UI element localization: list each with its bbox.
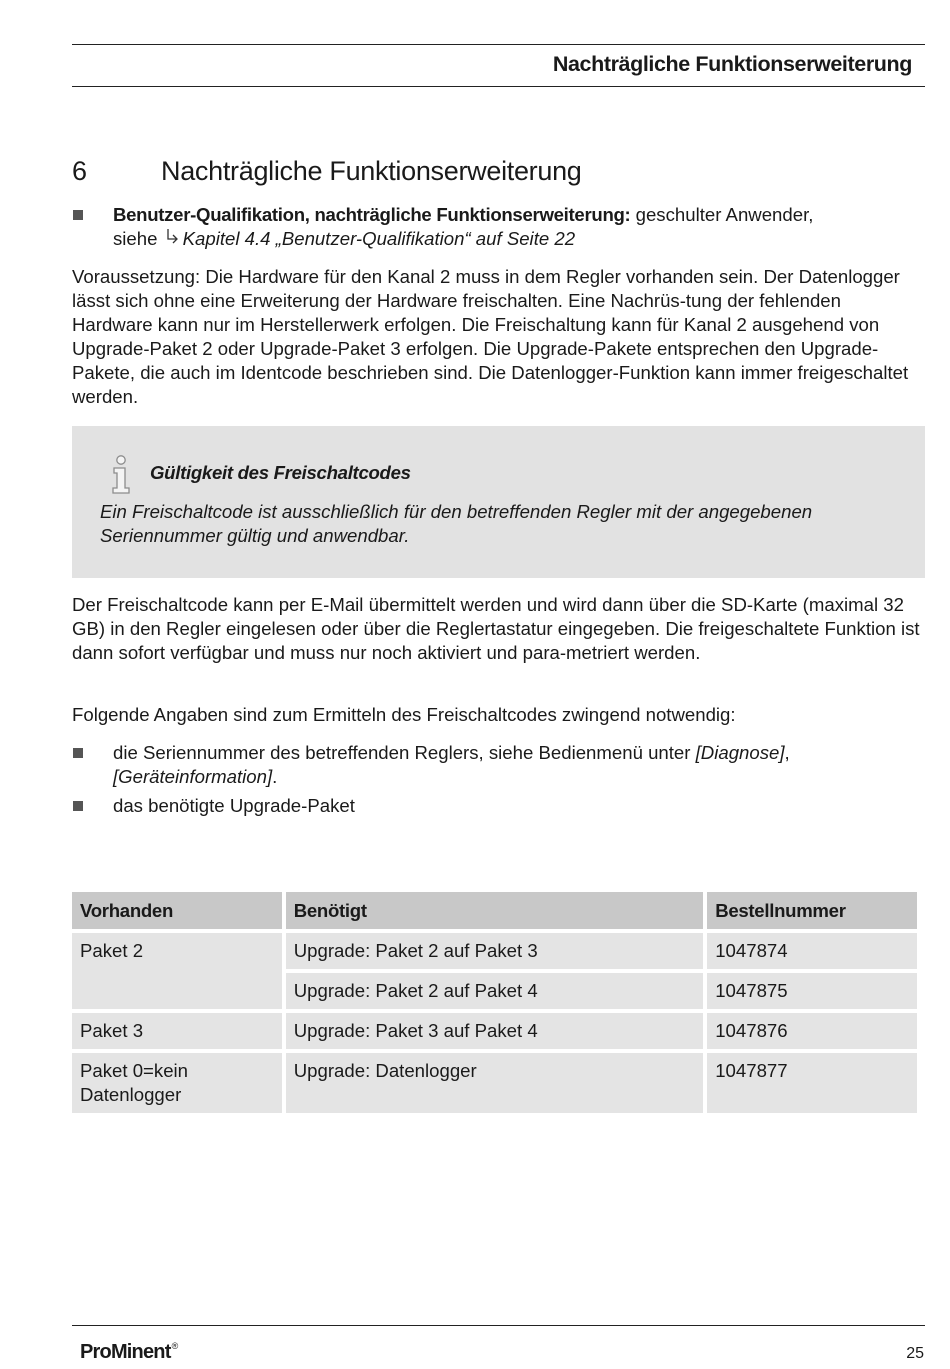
header-rule-top: [72, 44, 925, 45]
cell-bestellnummer: 1047877: [707, 1053, 917, 1113]
chapter-title: Nachträgliche Funktionserweiterung: [161, 156, 582, 186]
requirement-item-serial: [72, 741, 925, 789]
page-number: 25: [906, 1345, 924, 1362]
requirement-serial-text: die Seriennummer des betreffenden Reglers, siehe Bedienmenü unter: [113, 742, 696, 763]
bullet-square-icon: [73, 210, 83, 220]
unlock-code-paragraph: Der Freischaltcode kann per E-Mail übermittelt werden und wird dann über die SD-Karte (maximal 32 GB) in den Regler eingelesen oder über die Reglertastatur eingegeben. Die freigeschaltete Funktion ist dann sofort verfügbar und muss nur noch aktiviert und para-metriert werden.: [72, 594, 920, 663]
menu-path-end: .: [272, 766, 278, 787]
table-row: [72, 1053, 917, 1113]
footer-rule: [72, 1325, 925, 1326]
cell-benoetigt: Upgrade: Paket 3 auf Paket 4: [286, 1013, 703, 1049]
cell-bestellnummer: 1047874: [707, 933, 917, 969]
cell-benoetigt: Upgrade: Paket 2 auf Paket 4: [286, 973, 703, 1009]
intro-paragraph: Voraussetzung: Die Hardware für den Kanal 2 muss in dem Regler vorhanden sein. Der Datenlogger lässt sich ohne eine Erweiterung der Hardware freischalten. Eine Nachrüs-tung der fehlenden Hardware kann nur im Herstellerwerk erfolgen. Die Freischaltung kann für Kanal 2 ausgehend von Upgrade-Paket 2 oder Upgrade-Paket 3 erfolgen. Die Upgrade-Pakete entsprechen den Upgrade-Pakete, die auch im Identcode beschrieben sind. Die Datenlogger-Funktion kann immer freigeschaltet werden.: [72, 266, 909, 407]
cell-vorhanden: Paket 2: [72, 933, 282, 1009]
bullet-square-icon: [73, 748, 83, 758]
note-text: Ein Freischaltcode ist ausschließlich für den betreffenden Regler mit der angegebenen Seriennummer gültig und anwendbar.: [100, 501, 813, 546]
cell-benoetigt: Upgrade: Paket 2 auf Paket 3: [286, 933, 703, 969]
info-icon: [110, 455, 132, 495]
menu-path-device-info: [Geräteinformation]: [113, 766, 273, 787]
cell-bestellnummer: 1047875: [707, 973, 917, 1009]
cell-benoetigt: Upgrade: Datenlogger: [286, 1053, 703, 1113]
running-header-title: Nachträgliche Funktionserweiterung: [552, 52, 912, 76]
cell-vorhanden: Paket 0=kein Datenlogger: [72, 1053, 282, 1113]
requirement-package-text: das benötigte Upgrade-Paket: [113, 795, 355, 816]
menu-path-separator: ,: [784, 742, 790, 763]
cell-vorhanden: Paket 3: [72, 1013, 282, 1049]
info-note-box: [72, 426, 925, 578]
column-header-benoetigt: Benötigt: [286, 892, 703, 929]
qualification-content: [113, 203, 925, 251]
qualification-text: geschulter Anwender,: [630, 204, 814, 225]
requirement-serial-content: [113, 741, 925, 789]
chapter-number: 6: [72, 156, 87, 186]
see-text: siehe: [113, 228, 158, 249]
qualification-bullet: [72, 203, 925, 251]
note-title: Gültigkeit des Freischaltcodes: [150, 462, 411, 483]
menu-path-diagnose: [Diagnose]: [695, 742, 785, 763]
prominent-logo: [80, 1341, 177, 1364]
requirements-intro: Folgende Angaben sind zum Ermitteln des Freischaltcodes zwingend notwendig:: [72, 704, 736, 725]
header-rule-bottom: [72, 86, 925, 87]
column-header-bestellnummer: Bestellnummer: [707, 892, 917, 929]
logo-wordmark: ProMinent: [80, 1341, 171, 1363]
cell-bestellnummer: 1047876: [707, 1013, 917, 1049]
requirement-item-package: [72, 794, 925, 818]
registered-mark: ®: [171, 1341, 178, 1351]
table-row: [72, 1013, 917, 1049]
table-row: [72, 933, 917, 969]
bullet-square-icon: [73, 801, 83, 811]
cross-reference-arrow-icon: [165, 227, 179, 251]
chapter-reference-link[interactable]: Kapitel 4.4 „Benutzer-Qualifikation“ auf Seite 22: [182, 228, 576, 249]
qualification-label: Benutzer-Qualifikation, nachträgliche Funktionserweiterung:: [113, 204, 631, 225]
table-header-row: [72, 892, 917, 929]
column-header-vorhanden: Vorhanden: [72, 892, 282, 929]
upgrade-order-table: [68, 888, 921, 1117]
